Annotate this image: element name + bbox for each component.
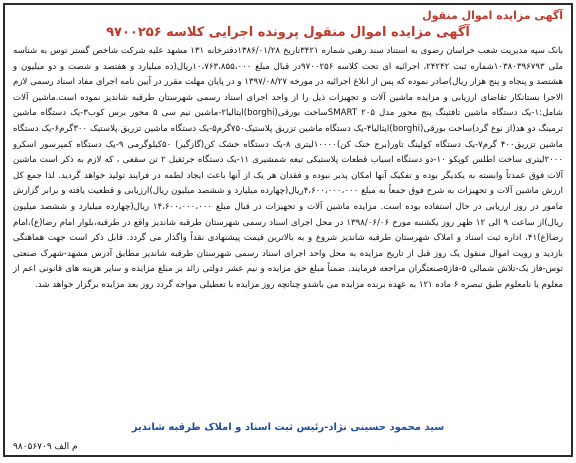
notice-kicker: آگهی مزایده اموال منقول (422, 9, 563, 22)
notice-headline: آگهی مزایده اموال منقول پرونده اجرایی کلاسه ۹۷۰۰۲۵۶ (106, 25, 470, 40)
notice-reference: م الف ۹۸۰۵۶۷۰۹ (13, 442, 78, 452)
notice-body: بانک سپه مدیریت شعب خراسان رضوی به استناد سند رهنی شماره ۳۴۲۱تاریخ ۱۳۸۶/۰۱/۲۸دفترخانه ۱۳۱ مشهد علیه شرکت شاخص گستر توس به شناسه ملی ۱۰۳۸۰۳۹۶۷۹۳شماره ثبت ۲۴۲۴۲، اجرائیه ای تحت کلاسه ۹۷۰۰۲۵۶در قبال مبلغ ۱۰،۷۶۳،۸۵۵،۰۰۰ریال(ده میلیارد و هفتصد و شصت و دو میلیون و هشتصد و پنجاه و پنج هزار ریال)صادر نموده که پس از ابلاغ اجرائیه در مورخه ۱۳۹۷/۰۸/۲۷ و در پایان مهلت مقرر در آیین نامه اجرای مفاد اسناد رسمی لازم الاجرا بستانکار تقاضای ارزیابی و مزایده ماشین آلات و تجهیزات ذیل را از واحد اجرای اسناد رسمی شهرستان طرقبه شاندیز نموده است.ماشین آلات شامل:۱-یک دستگاه ماشین تافتینگ پنج محور مدل SMART ۲۰۵ساخت بورقی(borghi)ایتالیا۲-ماشین نیم سی ۵ محور برس کوب۳-یک دستگاه ماشین ترمینگ دو هد(از نوع گرد)ساخت بورقی(borghi)ایتالیا۴-یک دستگاه ماشین تزریق پلاستیک۷۵۰گرم۵-یک دستگاه ماشین تزریق پلاستیک ۳۰۰گرم۶-یک دستگاه ماشین تزریق۴۰۰ گرم۷-یک دستگاه کولینگ تاور(برج خنک کن)۱۰۰۰۰لیتری ۸-یک دستگاه خشک کن(گازگیر) ۵۰کیلوگرمی ۹-یک دستگاه کمپرسور اسکرو ۲۰۰۰لیتری ساخت اطلس کوپکو ۱۰-دو دستگاه اسیاب قطعات پلاستیکی تیغه شمشیری ۱۱-یک دستگاه جرثقیل ۲ تن سقفی ، که لازم به ذکر است ماشین آلات فوق عمدتاً وابسته به یکدیگر بوده و تفکیک آنها امکان پذیر نبوده و فقدان هر یک از آنها باعث ایجاد لطمه در فرایند تولید خواهد گردید. لذا جمع کل ارزش ماشین آلات و تجهیزات به شرح فوق جمعاً به مبلغ ۴،۶۰۰،۰۰۰،۰۰۰ریال(چهارده میلیارد و ششصد میلیون ریال)ارزیابی و قطعیت یافته و برابر گزارش مامور در روز ارزیابی در حال استفاده بوده است. مزایده ماشین آلات و تجهیزات در قبال مبلغ ۱۴،۶۰۰،۰۰۰،۰۰۰ ریال(چهارده میلیارد و ششصد میلیون ریال)از ساعت ۹ الی ۱۲ ظهر روز یکشنبه مورخ ۱۳۹۸/۰۶/۰۶ در محل اجرای اسناد رسمی شهرستان طرقبه شاندیز واقع در طرقبه،بلوار امام رضا(ع)،امام رضا(ع)۴۱، اداره ثبت اسناد و املاک شهرستان طرقبه شاندیز شروع و به بالاترین قیمت پیشنهادی نقداً واگذار می گردد. قابل ذکر است جهت هماهنگی بازدید و رویت اموال منقول یک روز قبل از تاریخ مزایده به محل واحد اجرای اسناد رسمی شهرستان طرقبه شاندیز مطابق آدرس مشهد-شهرک صنعتی توس-فاز یک-تلاش شمالی ۵-فاز۵صنعتگران مراجعه فرمایند. ضمناً مبلغ حق مزایده و نیم عشر دولتی زائد بر مبلغ مزایده و سایر هزینه های قانونی اعم از معلوم یا نامعلوم طبق تبصره ۶ ماده ۱۲۱ به عهده برنده مزایده می باشدو چنانچه روز مزایده با تعطیلی مواجه گردد روز بعد مزایده برگزار خواهد شد. (13, 46, 564, 290)
notice-signature: سید محمود حسینی نژاد-رئیس ثبت اسناد و املاک طرقبه شاندیز (131, 422, 445, 433)
auction-notice (3, 3, 573, 457)
